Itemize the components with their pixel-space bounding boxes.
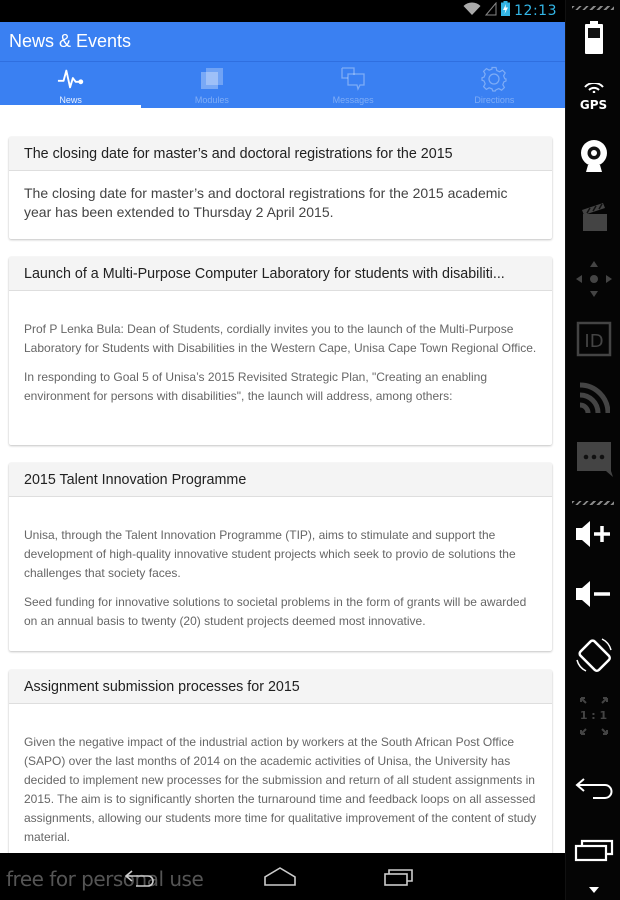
card-header <box>9 137 552 171</box>
card-header <box>9 463 552 497</box>
news-list[interactable] <box>0 108 565 853</box>
volume-up-icon <box>574 519 614 554</box>
volume-up-button[interactable] <box>566 516 620 556</box>
news-card[interactable] <box>9 137 552 239</box>
recents-icon <box>574 838 614 867</box>
card-body <box>9 291 552 406</box>
back-icon <box>575 776 613 807</box>
dpad-button[interactable] <box>566 260 620 302</box>
pulse-icon <box>57 66 85 92</box>
action-bar <box>0 22 565 62</box>
clapperboard-icon <box>579 200 609 237</box>
gps-label: GPS <box>579 98 608 112</box>
gear-icon <box>480 66 508 92</box>
tab-label: Modules <box>194 95 229 105</box>
gps-icon <box>583 80 605 98</box>
rotate-icon <box>575 636 613 679</box>
tab-bar <box>0 62 565 108</box>
pixel-scale-button[interactable] <box>566 694 620 738</box>
tab-news[interactable] <box>0 62 141 108</box>
news-card[interactable] <box>9 463 552 651</box>
card-body <box>9 497 552 631</box>
drag-handle[interactable] <box>572 501 614 505</box>
back-icon <box>122 876 158 893</box>
stacked-squares-icon <box>198 66 226 92</box>
more-button[interactable] <box>566 884 620 896</box>
card-body <box>9 171 552 222</box>
home-icon <box>263 876 297 893</box>
signal-icon <box>485 2 497 21</box>
identifiers-button[interactable] <box>566 320 620 362</box>
card-paragraph: Prof P Lenka Bula: Dean of Students, cordially invites you to the launch of the Multi-Purpose Laboratory for Students with Disabilities in the Western Cape, Unisa Cape Town Regional Office. <box>24 322 537 355</box>
card-title: Assignment submission processes for 2015 <box>24 678 300 695</box>
signal-arcs-icon <box>578 381 610 420</box>
battery-charging-icon <box>501 1 510 21</box>
id-icon <box>576 321 612 362</box>
scale-label: 1 : 1 <box>579 709 608 722</box>
card-title: Launch of a Multi-Purpose Computer Laboratory for students with disabiliti... <box>24 265 505 282</box>
tab-directions[interactable] <box>424 62 565 108</box>
side-back-button[interactable] <box>566 772 620 810</box>
tab-label: Messages <box>332 95 374 105</box>
tab-label: News <box>59 95 82 105</box>
tab-messages[interactable] <box>283 62 424 108</box>
tab-label: Directions <box>474 95 515 105</box>
card-paragraph: Unisa, through the Talent Innovation Programme (TIP), aims to stimulate and support the development of high-quality innovative student projects which seek to provio de solutions the challenges that society faces. <box>24 528 516 580</box>
dpad-icon <box>575 259 613 304</box>
side-recents-button[interactable] <box>566 836 620 868</box>
navigation-bar <box>0 853 565 900</box>
drag-handle[interactable] <box>572 6 614 10</box>
recents-button[interactable] <box>383 865 417 889</box>
news-card[interactable] <box>9 670 552 853</box>
volume-down-icon <box>574 579 614 614</box>
card-header <box>9 670 552 704</box>
card-body <box>9 704 552 847</box>
card-header <box>9 257 552 291</box>
tab-modules[interactable] <box>141 62 282 108</box>
battery-icon <box>584 21 604 60</box>
media-button[interactable] <box>566 198 620 238</box>
card-title: 2015 Talent Innovation Programme <box>24 471 247 488</box>
message-icon <box>575 440 613 483</box>
scale-icon <box>579 696 609 736</box>
svg-text:ID: ID <box>583 330 604 352</box>
emulator-side-panel <box>565 0 620 900</box>
card-paragraph: Seed funding for innovative solutions to societal problems in the form of grants will be awarded on an annual basis to twenty (20) student projects deemed most innovative. <box>24 595 527 628</box>
card-paragraph: Given the negative impact of the industrial action by workers at the South African Post Office (SAPO) over the last months of 2014 on the academic activities of Unisa, the University has decided to implement new processes for the submission and return of all student assignments in 2015. The aim is to significantly shorten the turnaround time and feedback loops on all assessed assignments, allowing our students more time for qualitative improvement of the content of study material. <box>24 735 537 844</box>
network-button[interactable] <box>566 380 620 420</box>
camera-button[interactable] <box>566 138 620 178</box>
battery-button[interactable] <box>566 20 620 60</box>
page-title: News & Events <box>9 31 132 51</box>
chat-bubbles-icon <box>339 66 367 92</box>
home-button[interactable] <box>263 865 297 889</box>
card-paragraph: In responding to Goal 5 of Unisa’s 2015 Revisited Strategic Plan, "Creating an enabling environment for persons with disabilities", the launch will address, among others: <box>24 370 487 403</box>
wifi-icon <box>463 2 481 21</box>
gps-button[interactable] <box>566 78 620 114</box>
caret-down-icon <box>588 881 600 899</box>
sms-button[interactable] <box>566 440 620 482</box>
news-card[interactable] <box>9 257 552 445</box>
back-button[interactable] <box>122 865 158 889</box>
webcam-icon <box>579 138 609 179</box>
rotate-button[interactable] <box>566 636 620 678</box>
watermark: free for personal use <box>6 867 204 891</box>
recents-icon <box>383 876 417 893</box>
status-time: 12:13 <box>514 3 557 19</box>
card-title: The closing date for master’s and doctoral registrations for the 2015 <box>24 145 453 162</box>
status-bar <box>0 0 565 22</box>
volume-down-button[interactable] <box>566 576 620 616</box>
card-paragraph: The closing date for master’s and doctoral registrations for the 2015 academic year has been extended to Thursday 2 April 2015. <box>24 185 508 220</box>
